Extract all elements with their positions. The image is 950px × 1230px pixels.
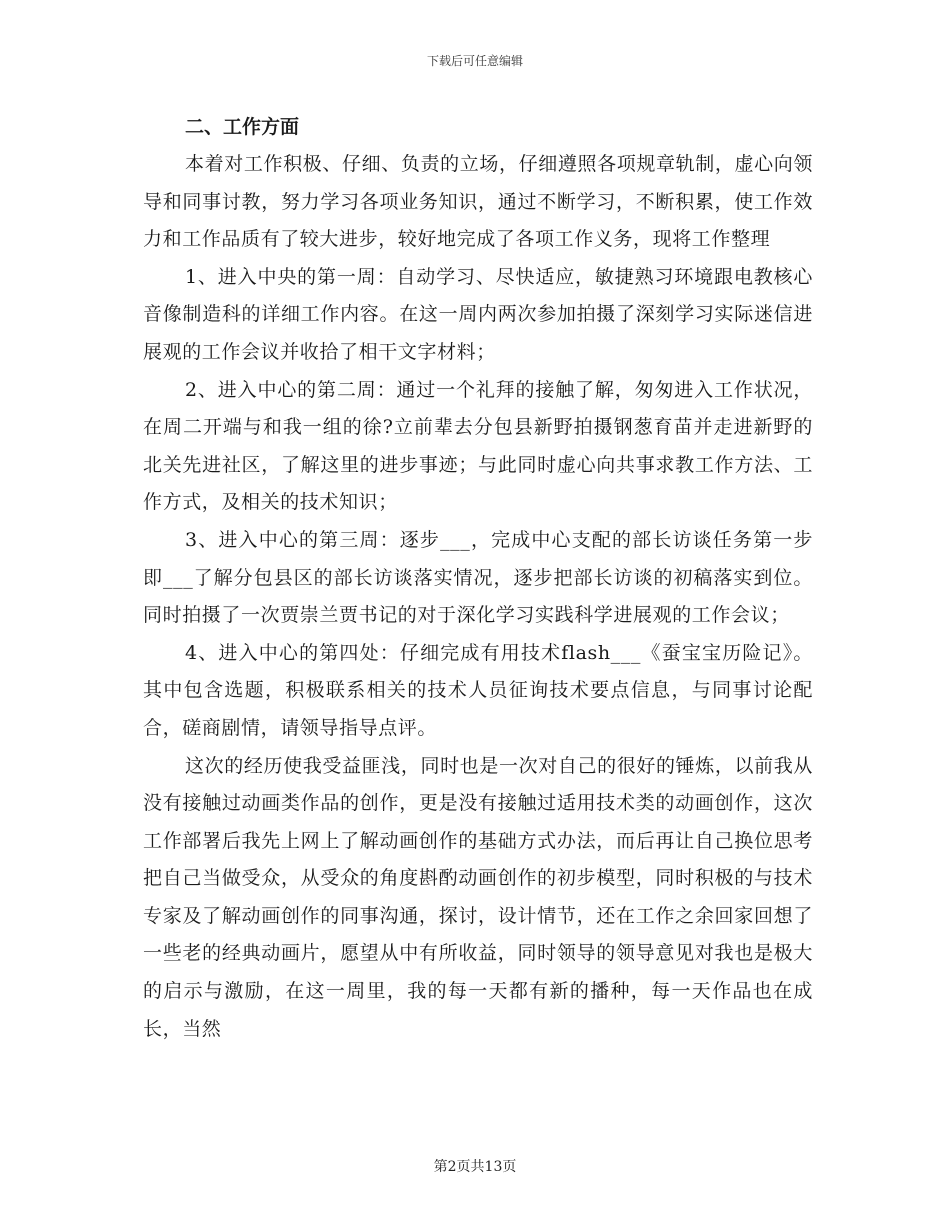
page-header-note: 下载后可任意编辑 [426,54,523,68]
week-four-paragraph: 4、进入中心的第四处：仔细完成有用技术flash___《蚕宝宝历险记》。其中包含选题，积极联系相关的技术人员征询技术要点信息，与同事讨论配合，磋商剧情，请领导指导点评。 [143,641,813,739]
reflection-paragraph: 这次的经历使我受益匪浅，同时也是一次对自己的很好的锤炼，以前我从没有接触过动画类作品的创作，更是没有接触过适用技术类的动画创作，这次工作部署后我先上网上了解动画创作的基础方式办法，而后再让自己换位思考把自己当做受众，从受众的角度斟酌动画创作的初步模型，同时积极的与技术专家及了解动画创作的同事沟通，探讨，设计情节，还在工作之余回家回想了一些老的经典动画片，愿望从中有所收益，同时领导的领导意见对我也是极大的启示与激励，在这一周里，我的每一天都有新的播种，每一天作品也在成长，当然 [143,754,813,1040]
week-three-paragraph: 3、进入中心的第三周：逐步___，完成中心支配的部长访谈任务第一步即___了解分包县区的部长访谈落实情况，逐步把部长访谈的初稿落实到位。同时拍摄了一次贾崇兰贾书记的对于深化学习实践科学进展观的工作会议； [143,528,813,627]
week-one-paragraph: 1、进入中央的第一周：自动学习、尽快适应，敏捷熟习环境跟电教核心音像制造科的详细工作内容。在这一周内两次参加拍摄了深刻学习实际迷信进展观的工作会议并收拾了相干文字材料； [143,265,813,363]
section-heading: 二、工作方面 [185,116,300,138]
page-number: 第2页共13页 [433,1159,517,1175]
document-body [143,108,813,1048]
week-two-paragraph: 2、进入中心的第二周：通过一个礼拜的接触了解，匆匆进入工作状况，在周二开端与和我一组的徐?立前辈去分包县新野拍摄钢葱育苗并走进新野的北关先进社区，了解这里的进步事迹；与此同时虚心向共事求教工作方法、工作方式，及相关的技术知识； [143,378,813,514]
intro-paragraph: 本着对工作积极、仔细、负责的立场，仔细遵照各项规章轨制，虚心向领导和同事讨教，努力学习各项业务知识，通过不断学习，不断积累，使工作效力和工作品质有了较大进步，较好地完成了各项工作义务，现将工作整理 [143,153,813,251]
